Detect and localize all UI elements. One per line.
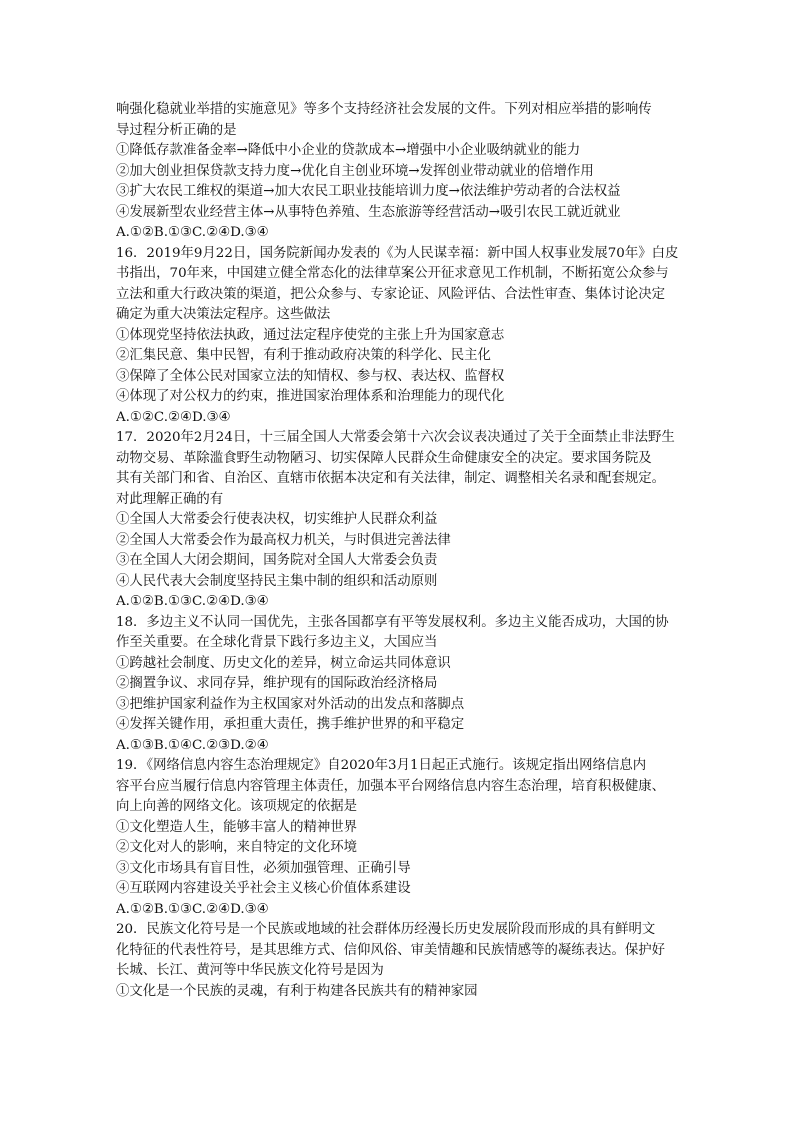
option-1: ①跨越社会制度、历史文化的差异，树立命运共同体意识 (116, 655, 451, 671)
answer-choices: A.①③B.①④C.②③D.②④ (116, 737, 269, 753)
option-4: ④人民代表大会制度坚持民主集中制的组织和活动原则 (116, 573, 438, 589)
option-4: ④体现了对公权力的约束，推进国家治理体系和治理能力的现代化 (116, 389, 505, 404)
stem-line: 响强化稳就业举措的实施意见》等多个支持经济社会发展的文件。下列对相应举措的影响传 (116, 102, 652, 117)
stem-line: 立法和重大行政决策的渠道，把公众参与、专家论证、风险评估、合法性审查、集体讨论决定 (116, 286, 666, 302)
answer-choices: A.①②C.②④D.③④ (116, 409, 231, 425)
stem-line: 向上向善的网络文化。该项规定的依据是 (116, 799, 358, 814)
stem-line: 动物交易、革除滥食野生动物陋习、切实保障人民群众生命健康安全的决定。要求国务院及 (116, 450, 652, 466)
option-3: ③把维护国家利益作为主权国家对外活动的出发点和落脚点 (116, 696, 465, 712)
stem-line: 20．民族文化符号是一个民族或地域的社会群体历经漫长历史发展阶段而形成的具有鲜明文 (116, 922, 656, 937)
stem-line: 19．《网络信息内容生态治理规定》自2020年3月1日起正式施行。该规定指出网络信息内 (116, 758, 647, 773)
option-2: ②汇集民意、集中民智，有利于推动政府决策的科学化、民主化 (116, 348, 491, 363)
option-1: ①全国人大常委会行使表决权，切实维护人民群众利益 (116, 512, 438, 527)
option-2: ②搁置争议、求同存异，维护现有的国际政治经济格局 (116, 676, 438, 691)
answer-choices: A.①②B.①③C.②④D.③④ (116, 901, 269, 917)
option-4: ④互联网内容建设关乎社会主义核心价值体系建设 (116, 881, 411, 896)
stem-line: 长城、长江、黄河等中华民族文化符号是因为 (116, 963, 384, 978)
option-2: ②全国人大常委会作为最高权力机关，与时俱进完善法律 (116, 532, 451, 548)
stem-line: 导过程分析正确的是 (116, 122, 237, 138)
stem-line: 确定为重大决策法定程序。这些做法 (116, 307, 331, 322)
option-2: ②加大创业担保贷款支持力度→优化自主创业环境→发挥创业带动就业的倍增作用 (116, 163, 594, 179)
stem-line: 化特征的代表性符号，是其思维方式、信仰风俗、审美情趣和民族情感等的凝练表达。保护好 (116, 942, 666, 958)
question-16 (116, 244, 688, 429)
answer-choices: A.①②B.①③C.②④D.③④ (116, 594, 269, 609)
stem-line: 17．2020年2月24日，十三届全国人大常委会第十六次会议表决通过了关于全面禁止非法野生 (116, 430, 675, 445)
stem-line: 作至关重要。在全球化背景下践行多边主义，大国应当 (116, 635, 438, 650)
stem-line: 容平台应当履行信息内容管理主体责任，加强本平台网络信息内容生态治理，培育积极健康、 (116, 778, 666, 794)
option-4: ④发挥关键作用，承担重大责任，携手维护世界的和平稳定 (116, 717, 465, 732)
stem-line: 16．2019年9月22日，国务院新闻办发表的《为人民谋幸福：新中国人权事业发展70年》白皮 (116, 245, 679, 261)
question-20 (116, 920, 688, 1002)
option-3: ③在全国人大闭会期间，国务院对全国人大常委会负责 (116, 553, 438, 568)
exam-page (116, 100, 688, 1002)
option-4: ④发展新型农业经营主体→从事特色养殖、生态旅游等经营活动→吸引农民工就近就业 (116, 204, 621, 220)
question-19 (116, 756, 688, 920)
stem-line: 对此理解正确的有 (116, 491, 224, 507)
question-15-continued (116, 100, 688, 244)
option-1: ①体现党坚持依法执政，通过法定程序使党的主张上升为国家意志 (116, 327, 505, 343)
option-3: ③文化市场具有盲目性，必须加强管理、正确引导 (116, 860, 411, 876)
stem-line: 其有关部门和省、自治区、直辖市依据本决定和有关法律，制定、调整相关名录和配套规定。 (116, 471, 666, 486)
answer-choices: A.①②B.①③C.②④D.③④ (116, 225, 269, 240)
option-1: ①降低存款准备金率→降低中小企业的贷款成本→增强中小企业吸纳就业的能力 (116, 143, 581, 158)
option-2: ②文化对人的影响，来自特定的文化环境 (116, 840, 358, 855)
option-3: ③扩大农民工维权的渠道→加大农民工职业技能培训力度→依法维护劳动者的合法权益 (116, 184, 621, 199)
stem-line: 18．多边主义不认同一国优先，主张各国都享有平等发展权利。多边主义能否成功，大国的协 (116, 614, 669, 630)
option-3: ③保障了全体公民对国家立法的知情权、参与权、表达权、监督权 (116, 368, 505, 384)
question-17 (116, 428, 688, 613)
stem-line: 书指出，70年来，中国建立健全常态化的法律草案公开征求意见工作机制，不断拓宽公众参与 (116, 266, 669, 281)
option-1: ①文化是一个民族的灵魂，有利于构建各民族共有的精神家园 (116, 983, 478, 999)
option-1: ①文化塑造人生，能够丰富人的精神世界 (116, 819, 358, 835)
question-18 (116, 613, 688, 757)
